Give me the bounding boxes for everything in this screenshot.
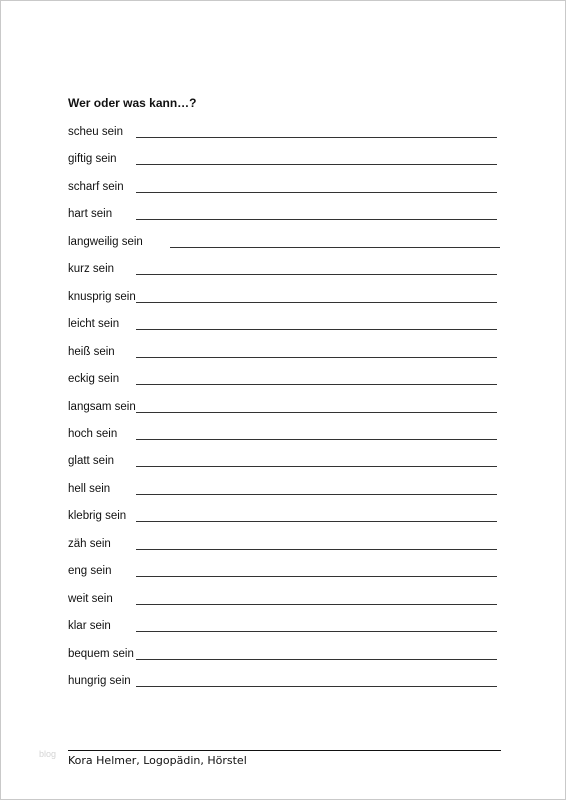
answer-line bbox=[136, 631, 497, 632]
answer-line bbox=[136, 604, 497, 605]
item-label: hart sein bbox=[68, 208, 113, 221]
answer-line bbox=[136, 521, 497, 522]
answer-line bbox=[136, 659, 497, 660]
item-label: scheu sein bbox=[68, 126, 123, 138]
item-label: heiß sein bbox=[68, 345, 115, 358]
item-label: eng sein bbox=[68, 565, 112, 578]
answer-line bbox=[136, 494, 497, 495]
watermark-text: blog bbox=[39, 749, 57, 759]
item-label: glatt sein bbox=[68, 455, 115, 468]
item-label: giftig sein bbox=[68, 153, 117, 166]
item-label: knusprig sein bbox=[68, 290, 136, 303]
footer-credit: Kora Helmer, Logopädin, Hörstel bbox=[68, 754, 247, 767]
answer-line bbox=[136, 466, 497, 467]
item-label: hoch sein bbox=[68, 427, 118, 440]
item-label: scharf sein bbox=[68, 180, 124, 193]
item-label: hell sein bbox=[68, 482, 111, 495]
answer-line bbox=[136, 164, 497, 165]
footer-rule bbox=[68, 750, 501, 751]
item-label: leicht sein bbox=[68, 318, 120, 331]
answer-line bbox=[136, 302, 497, 303]
answer-line bbox=[136, 329, 497, 330]
answer-line bbox=[136, 686, 497, 687]
answer-line bbox=[136, 357, 497, 358]
answer-line bbox=[136, 439, 497, 440]
item-label: hungrig sein bbox=[68, 675, 131, 687]
item-label: langweilig sein bbox=[68, 235, 143, 248]
item-label: zäh sein bbox=[68, 537, 111, 550]
answer-line bbox=[136, 274, 497, 275]
item-label: langsam sein bbox=[68, 400, 136, 413]
answer-line bbox=[170, 247, 500, 248]
answer-line bbox=[136, 549, 497, 550]
item-label: klar sein bbox=[68, 620, 111, 633]
item-label: kurz sein bbox=[68, 263, 115, 276]
answer-line bbox=[136, 384, 497, 385]
item-label: eckig sein bbox=[68, 373, 120, 386]
item-label: weit sein bbox=[68, 592, 113, 605]
answer-line bbox=[136, 576, 497, 577]
worksheet-title: Wer oder was kann…? bbox=[68, 96, 197, 110]
answer-line bbox=[136, 137, 497, 138]
answer-line bbox=[136, 219, 497, 220]
item-label: bequem sein bbox=[68, 647, 134, 660]
answer-line bbox=[136, 412, 497, 413]
item-label: klebrig sein bbox=[68, 510, 127, 523]
answer-line bbox=[136, 192, 497, 193]
